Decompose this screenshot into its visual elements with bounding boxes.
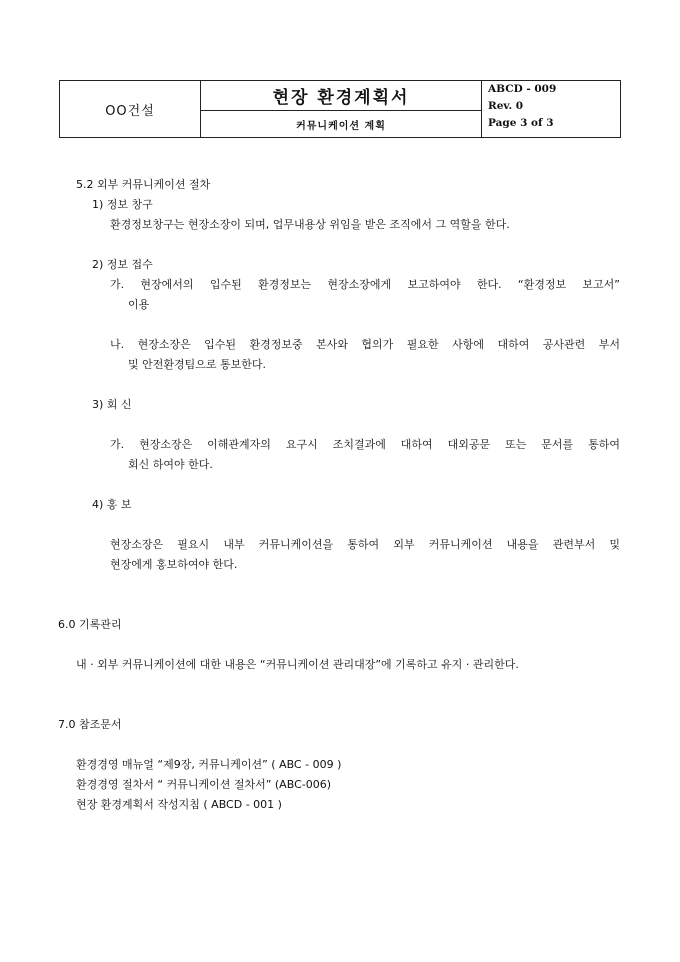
item-heading: 4) 홍 보 [92, 498, 132, 511]
document-header [59, 80, 621, 138]
paragraph-line: 회신 하여야 한다. [128, 458, 213, 471]
reference-item: 환경경영 절차서 “ 커뮤니케이션 절차서” (ABC-006) [76, 778, 332, 791]
section-heading-5-2: 5.2 외부 커뮤니케이션 절차 [76, 178, 211, 191]
company-name: OO건설 [60, 81, 201, 138]
reference-item: 환경경영 매뉴얼 “제9장, 커뮤니케이션” ( ABC - 009 ) [76, 758, 342, 771]
paragraph-line: 현장소장은 필요시 내부 커뮤니케이션을 통하여 외부 커뮤니케이션 내용을 관련부서 및 [110, 538, 620, 551]
item-heading: 2) 정보 접수 [92, 258, 153, 271]
reference-item: 현장 환경계획서 작성지침 ( ABCD - 001 ) [76, 798, 282, 811]
paragraph-line: 이용 [128, 298, 150, 311]
paragraph-line: 가. 현장에서의 입수된 환경정보는 현장소장에게 보고하여야 한다. “환경정보 보고서” [110, 278, 620, 291]
revision: Rev. 0 [488, 100, 524, 112]
document-title: 현장 환경계획서 [201, 81, 482, 111]
paragraph-line: 나. 현장소장은 입수된 환경정보중 본사와 협의가 필요한 사항에 대하여 공사관련 부서 [110, 338, 620, 351]
paragraph: 내 · 외부 커뮤니케이션에 대한 내용은 “커뮤니케이션 관리대장”에 기록하고 유지 · 관리한다. [76, 658, 519, 671]
paragraph: 환경정보창구는 현장소장이 되며, 업무내용상 위임을 받은 조직에서 그 역할을 한다. [110, 218, 510, 231]
section-heading-6-0: 6.0 기록관리 [58, 618, 122, 631]
document-meta [482, 81, 621, 138]
paragraph-line: 현장에게 홍보하여야 한다. [110, 558, 238, 571]
paragraph-line: 가. 현장소장은 이해관계자의 요구시 조치결과에 대하여 대외공문 또는 문서를 통하여 [110, 438, 620, 451]
item-heading: 1) 정보 창구 [92, 198, 153, 211]
item-heading: 3) 회 신 [92, 398, 132, 411]
document-subtitle: 커뮤니케이션 계획 [201, 111, 482, 138]
doc-number: ABCD - 009 [488, 83, 557, 95]
paragraph-line: 및 안전환경팀으로 통보한다. [128, 358, 267, 371]
section-heading-7-0: 7.0 참조문서 [58, 718, 122, 731]
page-number: Page 3 of 3 [488, 117, 554, 129]
